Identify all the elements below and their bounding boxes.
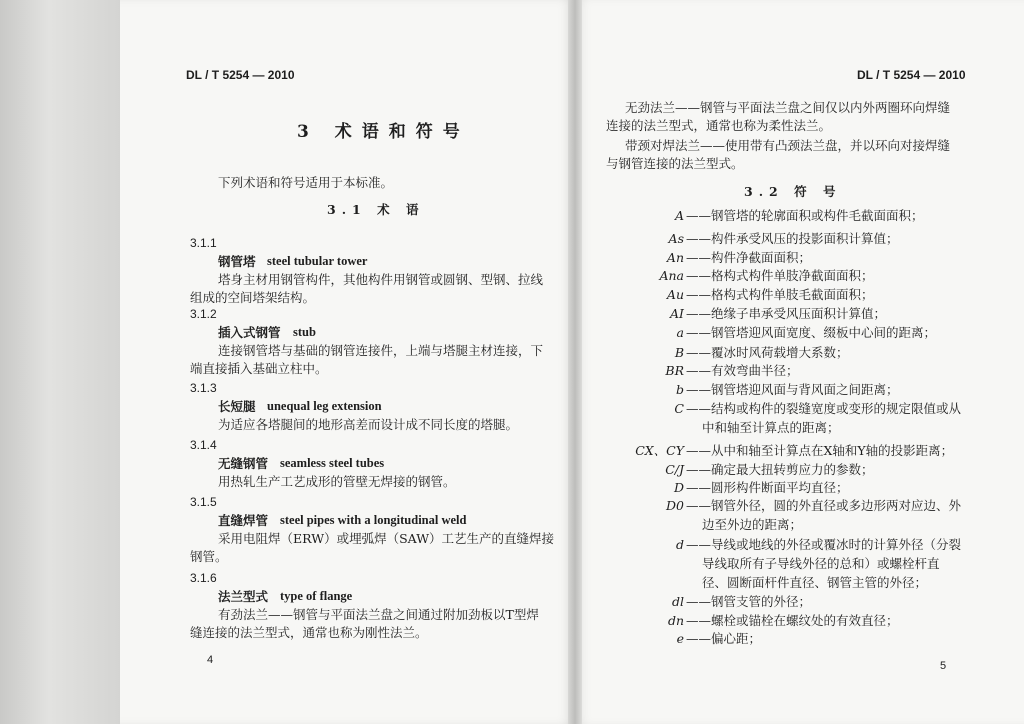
symbol: dl xyxy=(672,594,684,609)
symbol-description: ——格构式构件单肢毛截面面积； xyxy=(686,287,874,302)
term-definition-line: 采用电阻焊（ERW）或埋弧焊（SAW）工艺生产的直缝焊接 xyxy=(218,531,555,546)
term-definition-line: 钢管。 xyxy=(190,549,228,564)
symbol-description: 边至外边的距离； xyxy=(702,517,803,532)
symbol: d xyxy=(675,537,684,552)
symbol-description: ——构件承受风压的投影面积计算值； xyxy=(686,231,899,246)
symbol-description: ——偏心距； xyxy=(686,631,762,646)
symbol-description: ——结构或构件的裂缝宽度或变形的规定限值或从 xyxy=(686,401,962,416)
symbol-description: ——构件净截面面积； xyxy=(686,250,812,265)
symbol-description: ——钢管支管的外径； xyxy=(686,594,812,609)
para-line: 与钢管连接的法兰型式。 xyxy=(606,156,744,171)
symbol-description: 中和轴至计算点的距离； xyxy=(702,420,840,435)
symbol: CX、CY xyxy=(635,443,684,458)
term-definition-line: 用热轧生产工艺成形的管壁无焊接的钢管。 xyxy=(218,474,456,489)
term-number: 3.1.2 xyxy=(190,307,217,321)
right-page-number: 5 xyxy=(940,660,947,672)
term-english: stub xyxy=(293,325,316,339)
symbol: C xyxy=(674,401,684,416)
right-running-header: DL / T 5254 — 2010 xyxy=(857,68,966,82)
term-number: 3.1.3 xyxy=(190,381,217,395)
symbol-description: ——格构式构件单肢净截面面积； xyxy=(686,268,874,283)
left-page-number: 4 xyxy=(207,654,214,666)
symbol-description: ——钢管塔迎风面与背风面之间距离； xyxy=(686,382,899,397)
term-name: 长短腿 xyxy=(218,399,256,414)
symbol: Ana xyxy=(659,268,684,283)
symbol: b xyxy=(675,382,684,397)
left-running-header: DL / T 5254 — 2010 xyxy=(186,68,295,82)
symbol-description: ——圆形构件断面平均直径； xyxy=(686,480,849,495)
term-definition-line: 组成的空间塔架结构。 xyxy=(190,290,316,305)
term-definition-line: 端直接插入基础立柱中。 xyxy=(190,361,328,376)
left-book-edge xyxy=(0,0,122,724)
term-number: 3.1.4 xyxy=(190,438,217,452)
term-english: unequal leg extension xyxy=(267,399,382,413)
symbol: B xyxy=(674,345,684,360)
term-name: 法兰型式 xyxy=(218,589,269,604)
term-definition-line: 塔身主材用钢管构件，其他构件用钢管或圆钢、型钢、拉线 xyxy=(218,272,544,287)
term-english: seamless steel tubes xyxy=(280,456,385,470)
chapter-title: 3 术语和符号 xyxy=(297,122,470,142)
symbol-description: 径、圆断面杆件直径、钢管主管的外径； xyxy=(702,575,928,590)
symbol-description: ——螺栓或锚栓在螺纹处的有效直径； xyxy=(686,613,899,628)
symbol-description: ——钢管外径，圆的外直径或多边形两对应边、外 xyxy=(686,498,962,513)
term-english: steel pipes with a longitudinal weld xyxy=(280,513,467,527)
para-line: 无劲法兰——钢管与平面法兰盘之间仅以内外两圈环向焊缝 xyxy=(625,100,951,115)
term-number: 3.1.1 xyxy=(190,236,217,250)
symbol-description: ——钢管塔迎风面宽度、缀板中心间的距离； xyxy=(686,325,937,340)
term-definition-line: 缝连接的法兰型式，通常也称为刚性法兰。 xyxy=(190,625,428,640)
para-line: 连接的法兰型式，通常也称为柔性法兰。 xyxy=(606,118,832,133)
term-name: 无缝钢管 xyxy=(218,456,269,471)
para-line: 带颈对焊法兰——使用带有凸颈法兰盘，并以环向对接焊缝 xyxy=(625,138,951,153)
symbol: A xyxy=(674,208,684,223)
symbol: Au xyxy=(666,287,684,302)
symbol: dn xyxy=(667,613,684,628)
symbol-description: ——有效弯曲半径； xyxy=(686,363,799,378)
section-3-1-title: 3.1 术 语 xyxy=(327,202,425,217)
symbol-description: ——绝缘子串承受风压面积计算值； xyxy=(686,306,887,321)
term-definition-line: 为适应各塔腿间的地形高差而设计成不同长度的塔腿。 xyxy=(218,417,519,432)
term-name: 钢管塔 xyxy=(218,254,256,269)
term-definition-line: 有劲法兰——钢管与平面法兰盘之间通过附加劲板以T型焊 xyxy=(218,607,539,622)
term-name: 直缝焊管 xyxy=(218,513,269,528)
symbol-description: ——钢管塔的轮廓面积或构件毛截面面积； xyxy=(686,208,924,223)
symbol: BR xyxy=(665,363,684,378)
symbol: AI xyxy=(670,306,684,321)
symbol: D0 xyxy=(666,498,684,513)
symbol: D xyxy=(673,480,684,495)
symbol: e xyxy=(676,631,684,646)
section-3-2-title: 3.2 符 号 xyxy=(744,184,842,199)
term-number: 3.1.5 xyxy=(190,495,217,509)
symbol: a xyxy=(676,325,684,340)
intro-text: 下列术语和符号适用于本标准。 xyxy=(218,175,394,190)
symbol-description: ——覆冰时风荷载增大系数； xyxy=(686,345,849,360)
term-english: type of flange xyxy=(280,589,353,603)
term-english: steel tubular tower xyxy=(267,254,368,268)
term-definition-line: 连接钢管塔与基础的钢管连接件，上端与塔腿主材连接，下 xyxy=(218,343,544,358)
symbol: As xyxy=(668,231,684,246)
book-spine xyxy=(568,0,582,724)
term-name: 插入式钢管 xyxy=(218,325,281,340)
symbol-description: ——确定最大扭转剪应力的参数； xyxy=(686,462,874,477)
symbol: C/J xyxy=(665,462,684,477)
symbol-description: ——从中和轴至计算点在X轴和Y轴的投影距离； xyxy=(686,443,954,458)
term-number: 3.1.6 xyxy=(190,571,217,585)
symbol-description: ——导线或地线的外径或覆冰时的计算外径（分裂 xyxy=(686,537,962,552)
symbol: An xyxy=(666,250,684,265)
symbol-description: 导线取所有子导线外径的总和）或螺栓杆直 xyxy=(702,556,940,571)
